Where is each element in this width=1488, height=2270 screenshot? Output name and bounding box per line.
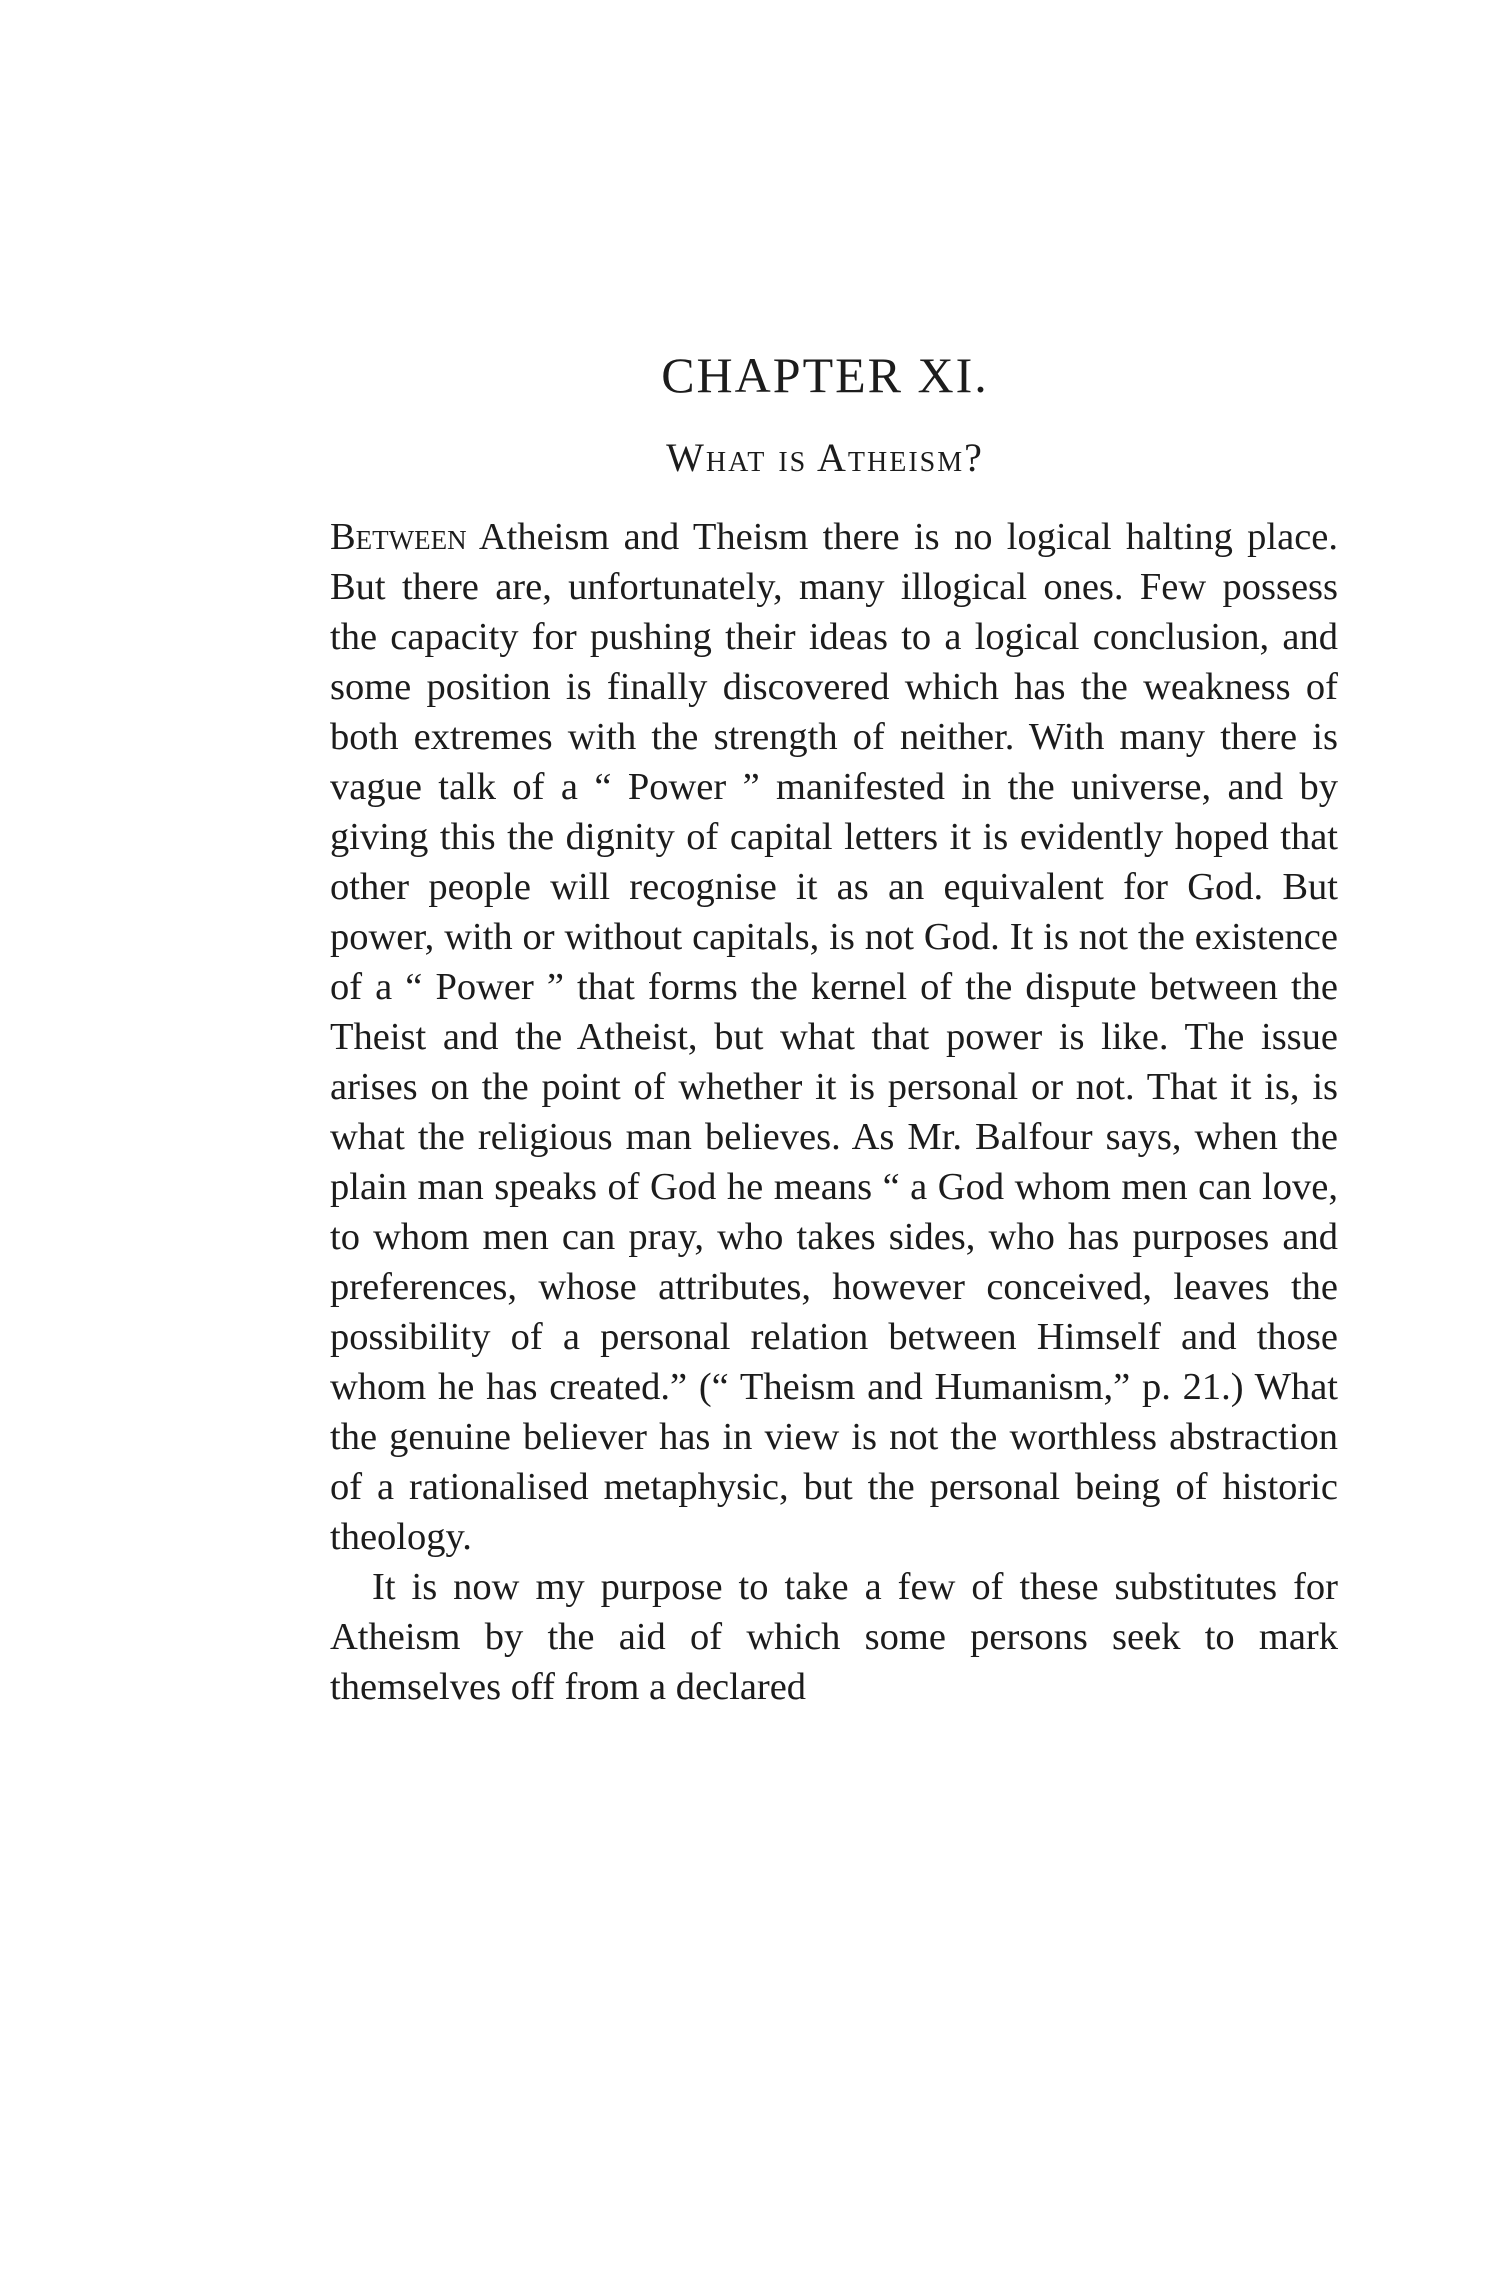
- paragraph-text: It is now my purpose to take a few of these substitutes for Atheism by the aid of which some persons seek to mark themselves off from a declared: [330, 1566, 1338, 1708]
- chapter-heading: CHAPTER XI.: [661, 347, 989, 403]
- body-text: [330, 512, 1338, 1712]
- paragraph-text: Atheism and Theism there is no logical halting place. But there are, unfortunately, many illogical ones. Few possess the capacity for pushing their ideas to a logical conclusion, and some position is finally discovered which has the weakness of both extremes with the strength of neither. With many there is vague talk of a “ Power ” manifested in the universe, and by giving this the dignity of capital letters it is evidently hoped that other people will recognise it as an equivalent for God. But power, with or without capitals, is not God. It is not the existence of a “ Power ” that forms the kernel of the dispute between the Theist and the Atheist, but what that power is like. The issue arises on the point of whether it is personal or not. That it is, is what the religious man believes. As Mr. Balfour says, when the plain man speaks of God he means “ a God whom men can love, to whom men can pray, who takes sides, who has purposes and preferences, whose attributes, however conceived, leaves the possibility of a personal relation between Himself and those whom he has created.” (“ Theism and Humanism,” p. 21.) What the genuine believer has in view is not the worthless abstraction of a rationalised metaphysic, but the personal being of historic theology.: [330, 516, 1338, 1558]
- paragraph: [330, 1562, 1338, 1712]
- chapter-title: What is Atheism?: [666, 435, 984, 480]
- paragraph-lead-word: Between: [330, 516, 467, 558]
- paragraph: [330, 512, 1338, 1562]
